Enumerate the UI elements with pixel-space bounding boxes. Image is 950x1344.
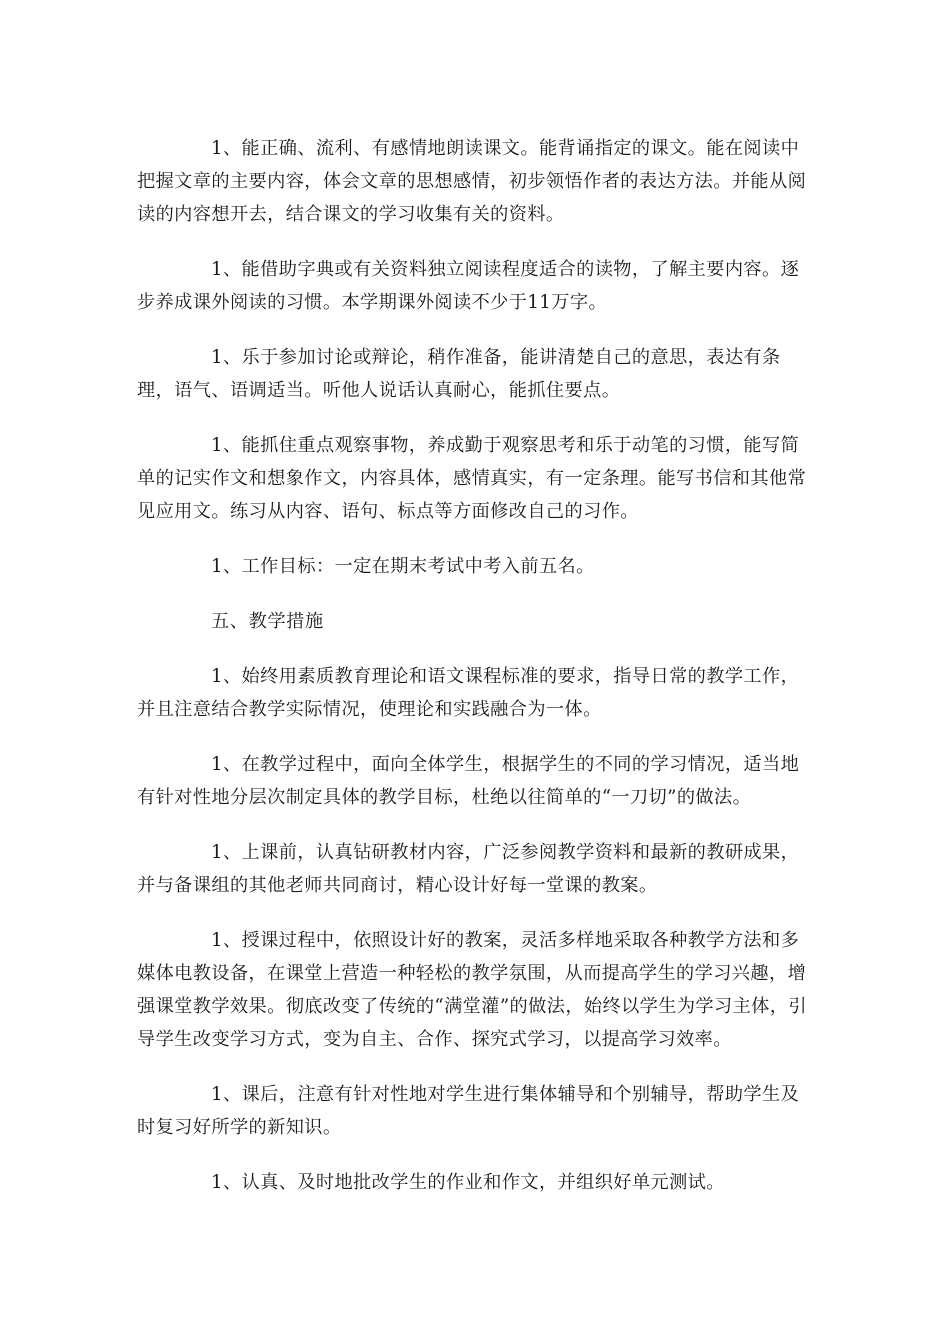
paragraph-quality-education: 1、始终用素质教育理论和语文课程标准的要求，指导日常的教学工作，并且注意结合教学实际情况，使理论和实践融合为一体。 bbox=[137, 666, 800, 720]
paragraph-teaching-process: 1、授课过程中，依照设计好的教案，灵活多样地采取各种教学方法和多媒体电教设备，在课堂上营造一种轻松的教学氛围，从而提高学生的学习兴趣，增强课堂教学效果。彻底改变了传统的“满堂灌”的做法，始终以学生为学习主体，引导学生改变学习方式，变为自主、合作、探究式学习，以提高学习效率。 bbox=[137, 930, 807, 1050]
paragraph-grading: 1、认真、及时地批改学生的作业和作文，并组织好单元测试。 bbox=[211, 1172, 725, 1193]
paragraph-lesson-prep: 1、上课前，认真钻研教材内容，广泛参阅教学资料和最新的教研成果，并与备课组的其他老师共同商讨，精心设计好每一堂课的教案。 bbox=[137, 842, 800, 896]
paragraph-layered-goals: 1、在教学过程中，面向全体学生，根据学生的不同的学习情况，适当地有针对性地分层次制定具体的教学目标，杜绝以往简单的“一刀切”的做法。 bbox=[137, 754, 800, 808]
paragraph-reading-goals: 1、能正确、流利、有感情地朗读课文。能背诵指定的课文。能在阅读中把握文章的主要内容，体会文章的思想感情，初步领悟作者的表达方法。并能从阅读的内容想开去，结合课文的学习收集有关的资料。 bbox=[137, 138, 807, 225]
paragraph-oral-expression: 1、乐于参加讨论或辩论，稍作准备，能讲清楚自己的意思，表达有条理，语气、语调适当。听他人说话认真耐心，能抓住要点。 bbox=[137, 347, 781, 401]
paragraph-after-class: 1、课后，注意有针对性地对学生进行集体辅导和个别辅导，帮助学生及时复习好所学的新知识。 bbox=[137, 1084, 800, 1138]
paragraph-work-target: 1、工作目标：一定在期末考试中考入前五名。 bbox=[211, 556, 595, 577]
section-heading-teaching-measures: 五、教学措施 bbox=[211, 611, 324, 632]
paragraph-extracurricular-reading: 1、能借助字典或有关资料独立阅读程度适合的读物，了解主要内容。逐步养成课外阅读的习惯。本学期课外阅读不少于11万字。 bbox=[137, 259, 800, 313]
paragraph-writing-goals: 1、能抓住重点观察事物，养成勤于观察思考和乐于动笔的习惯，能写简单的记实作文和想象作文，内容具体，感情真实，有一定条理。能写书信和其他常见应用文。练习从内容、语句、标点等方面修改自己的习作。 bbox=[137, 435, 807, 522]
